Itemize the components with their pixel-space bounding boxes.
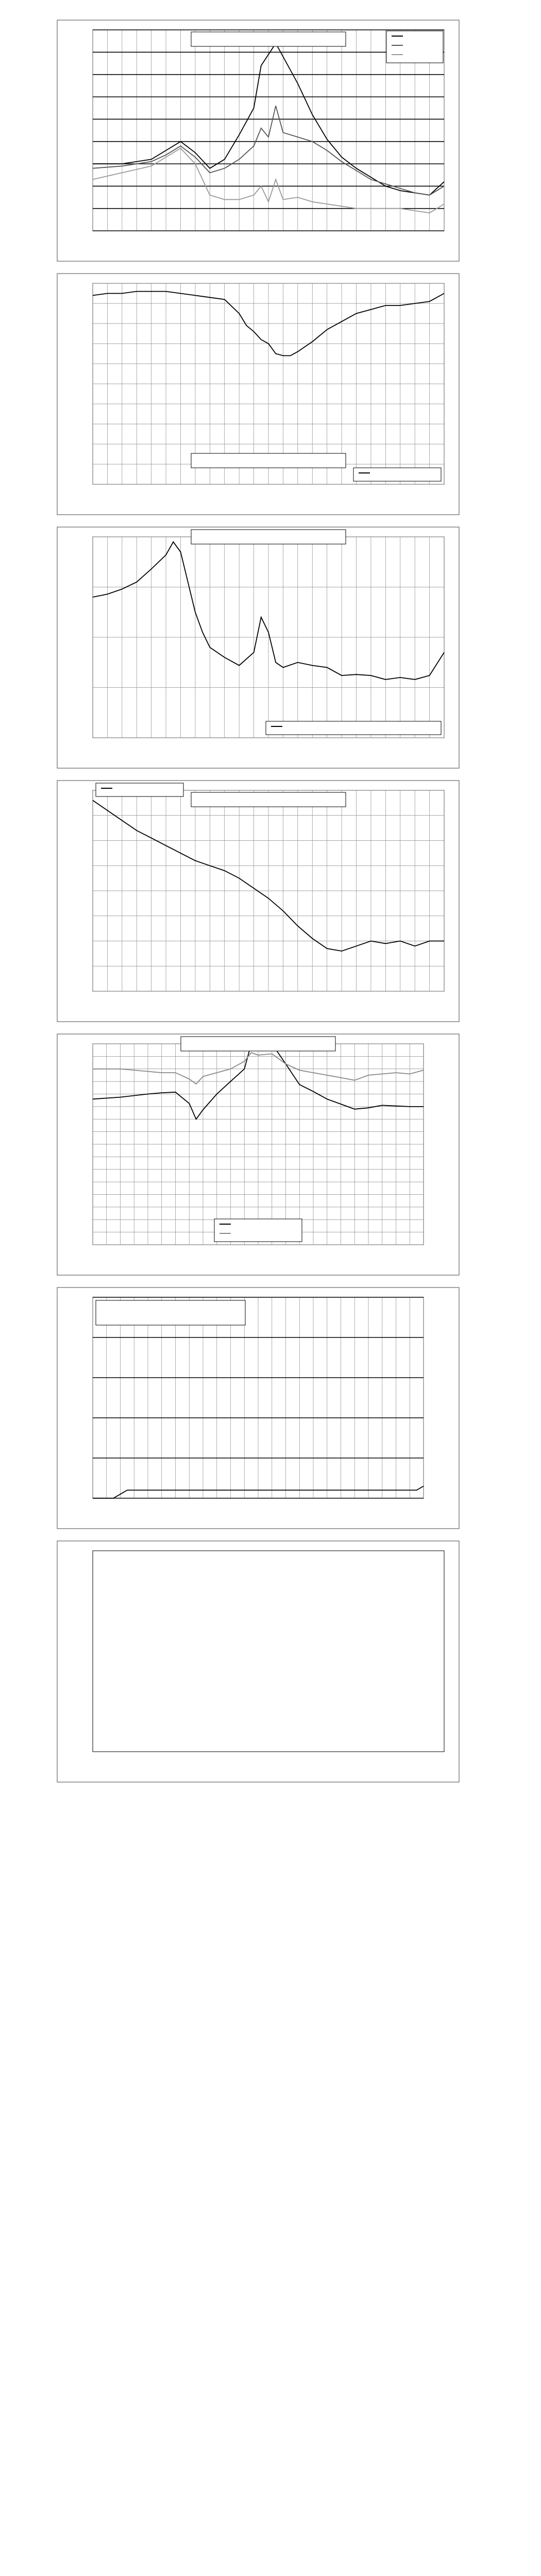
chart-mixing-ratio	[57, 527, 460, 769]
title-box	[96, 1300, 245, 1325]
title-box	[191, 453, 346, 468]
legend	[353, 468, 441, 481]
chart-wind-speed	[57, 2047, 460, 2290]
plot-area	[93, 1551, 444, 1752]
title-box	[181, 1037, 335, 1051]
legend	[214, 1219, 302, 1242]
legend-box	[96, 783, 183, 796]
chart-rainfall	[57, 1287, 460, 1529]
chart-sunshine	[57, 1540, 460, 1783]
chart-wind-direction	[57, 1794, 460, 2036]
legend-box	[214, 1219, 302, 1242]
chart-relative-humidity	[57, 273, 460, 515]
legend	[386, 31, 443, 63]
title-box	[191, 32, 346, 46]
chart-pressure	[57, 780, 460, 1022]
title-box	[191, 530, 346, 544]
legend	[96, 783, 183, 796]
title-box	[191, 792, 346, 807]
chart-grass-temperature	[57, 1033, 460, 1276]
legend-box	[266, 721, 441, 735]
chart-temperature	[57, 20, 460, 262]
legend	[266, 721, 441, 735]
legend-box	[353, 468, 441, 481]
